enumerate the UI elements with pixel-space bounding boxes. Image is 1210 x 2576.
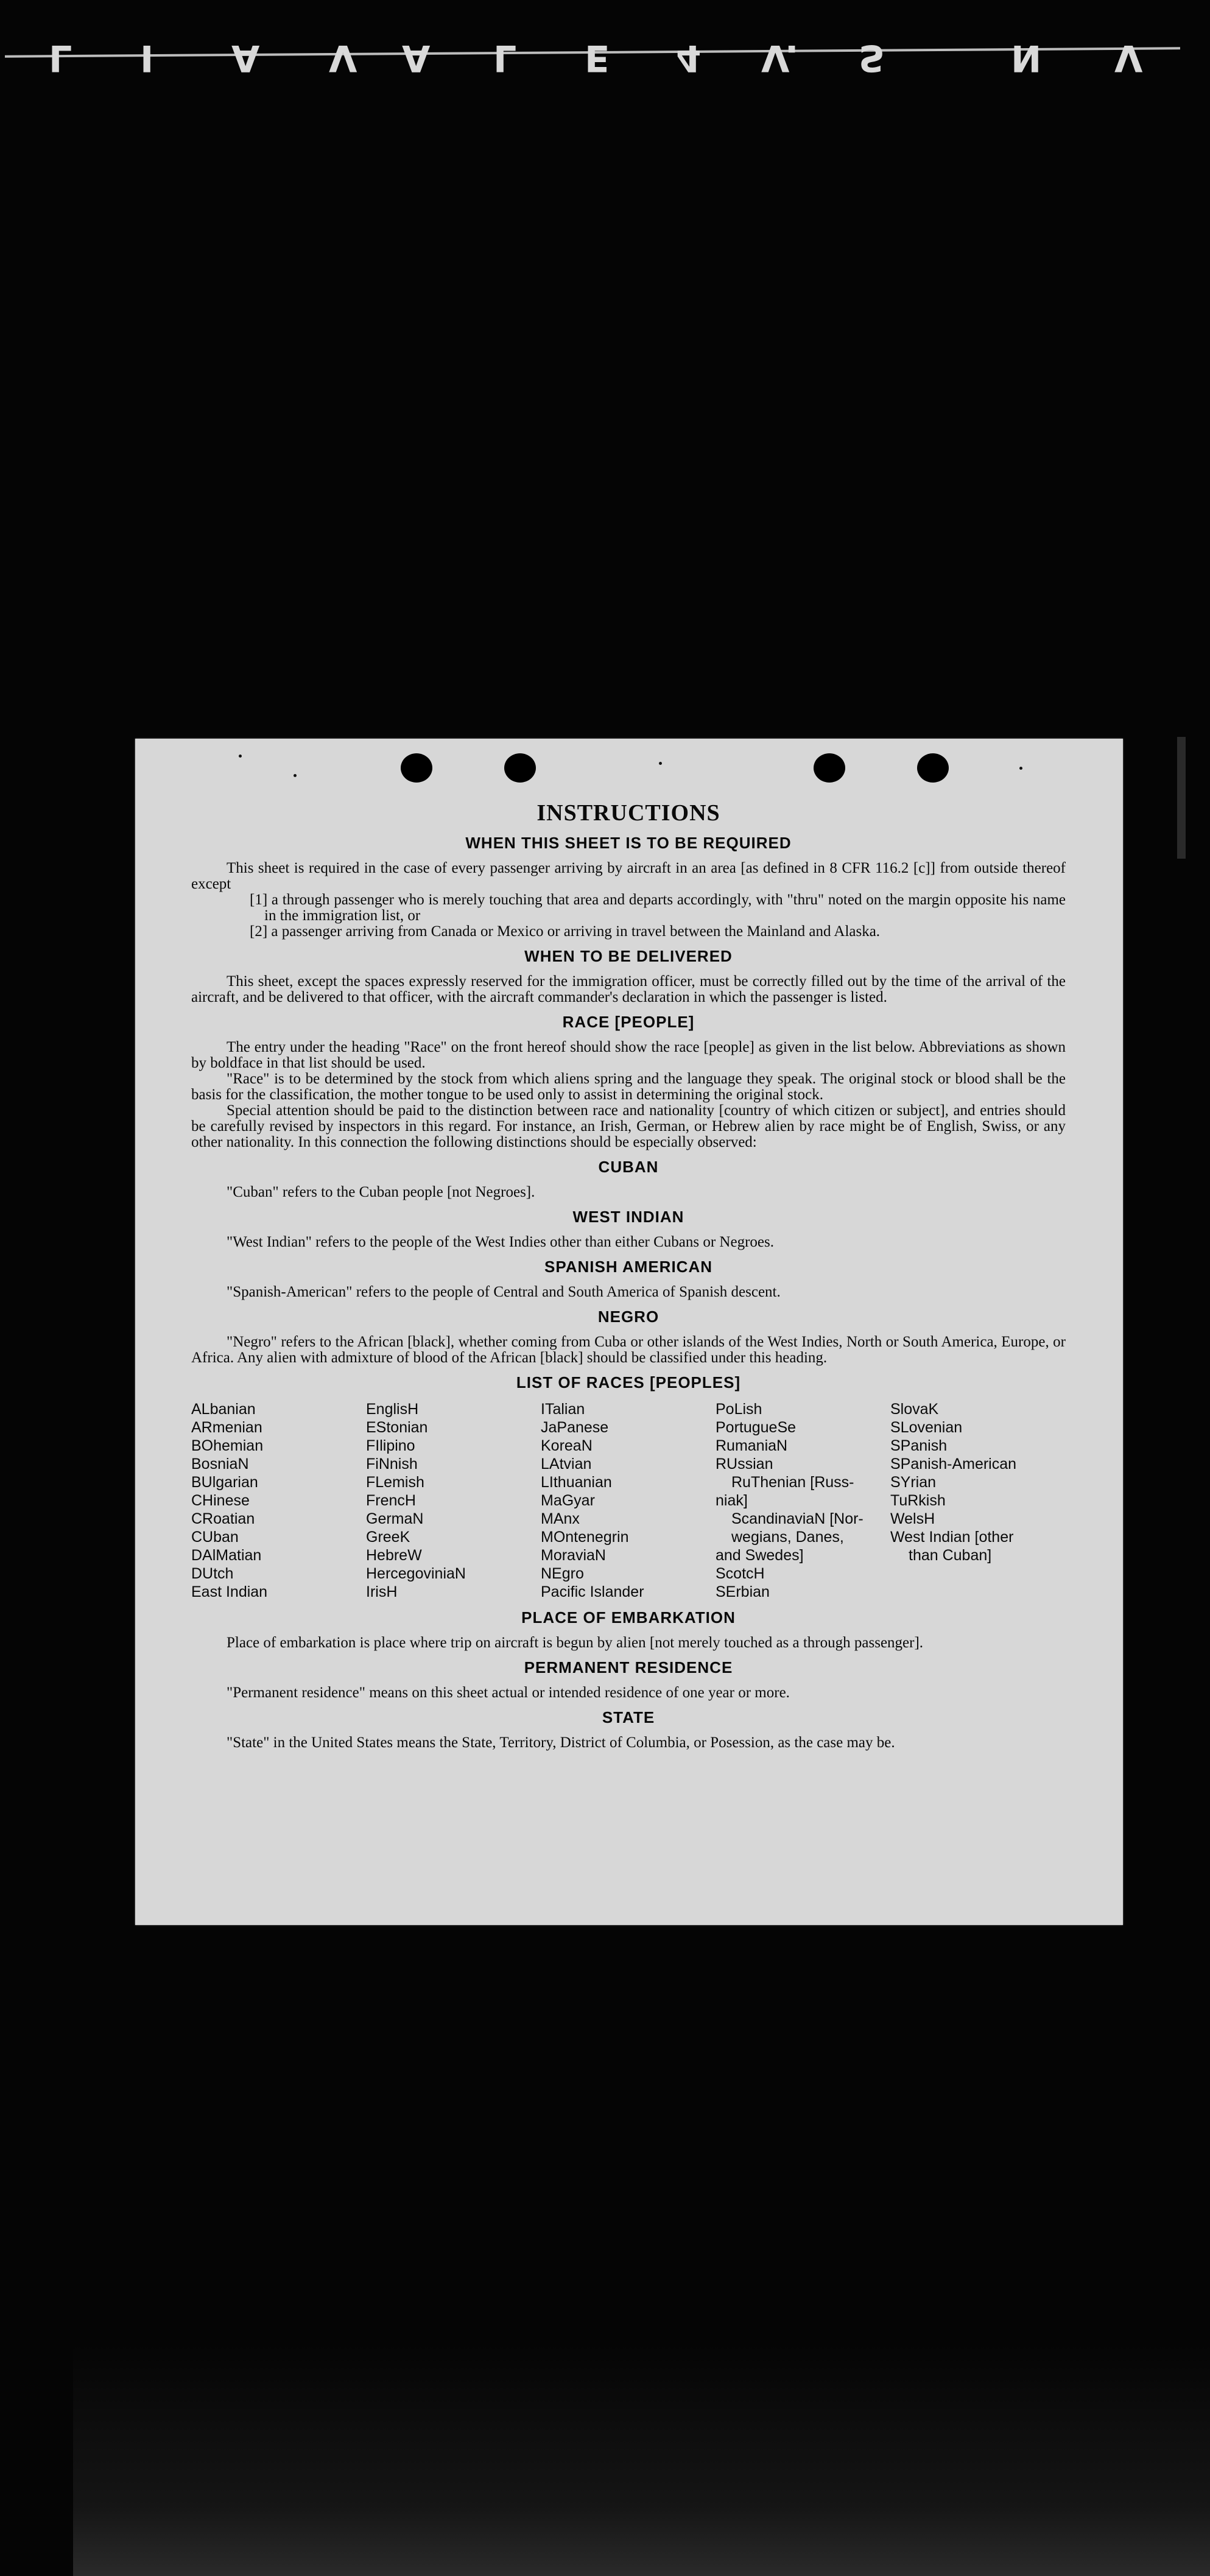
races-column [541,1400,716,1601]
race-entry: TuRkish [890,1492,946,1509]
paragraph: "Permanent residence" means on this sheet actual or intended residence of one year or more. [227,1684,790,1701]
speck [239,755,242,758]
punch-hole [917,753,949,783]
paragraph: "Race" is to be determined by the stock from which aliens spring and the language they speak. The original stock or blood shall be the basis for the classification, the mother tongue to be used only to assist in determining the original stock. [191,1071,1066,1103]
section-heading: NEGRO [597,1307,660,1326]
race-entry: WelsH [890,1510,935,1527]
race-entry: GreeK [366,1529,410,1546]
film-mark: V [1114,37,1143,79]
clause: [1] a through passenger who is merely touching that area and departs accordingly, with "thru" noted on the margin opposite his name in the immigration list, or [250,892,1066,924]
race-entry: MoraviaN [541,1547,606,1564]
race-entry: ARmenian [191,1419,262,1436]
race-entry: CRoatian [191,1510,255,1527]
race-entry: JaPanese [541,1419,609,1436]
punch-hole [814,753,845,783]
film-mark: I [140,37,154,79]
paragraph: "West Indian" refers to the people of the West Indies other than either Cubans or Negroes. [227,1234,774,1250]
race-entry: Pacific Islander [541,1583,644,1600]
race-entry: RumaniaN [716,1437,788,1454]
race-entry: SPanish [890,1437,948,1454]
race-entry: EStonian [366,1419,428,1436]
film-mark: L [49,37,72,79]
race-entry: FiNnish [366,1455,418,1473]
races-heading: LIST OF RACES [PEOPLES] [516,1373,741,1392]
punch-hole [504,753,536,783]
race-entry: BosniaN [191,1455,249,1473]
race-entry: FrencH [366,1492,416,1509]
paragraph: "Cuban" refers to the Cuban people [not Negroes]. [227,1184,535,1200]
film-mark: V. [761,37,799,79]
instructions-text [191,800,1066,1751]
section-heading: WHEN THIS SHEET IS TO BE REQUIRED [465,834,792,852]
section-heading: STATE [602,1708,655,1726]
race-entry: NEgro [541,1565,584,1582]
film-mark: L [493,37,517,79]
race-entry: HebreW [366,1547,422,1564]
race-entry: SlovaK [890,1401,939,1418]
race-entry: niak] [716,1492,748,1509]
section-heading: CUBAN [598,1158,659,1176]
paragraph: Special attention should be paid to the distinction between race and nationality [country of which citizen or subject], and entries should be carefully revised by inspectors in this regard. For instance, an Irish, German, or Hebrew alien by race might be of English, Swiss, or any other nationality. In this connection the following distinctions should be especially observed: [191,1102,1066,1150]
paragraph: The entry under the heading "Race" on the front hereof should show the race [people] as given in the list below. Abbreviations as shown by boldface in that list should be used. [191,1039,1066,1071]
race-entry: East Indian [191,1583,268,1600]
clause: [2] a passenger arriving from Canada or Mexico or arriving in travel between the Mainland and Alaska. [250,923,881,940]
race-entry: BOhemian [191,1437,264,1454]
race-entry: SPanish-American [890,1455,1017,1473]
race-entry: ScandinaviaN [Nor- [731,1510,864,1527]
race-entry: RUssian [716,1455,773,1473]
race-entry: DUtch [191,1565,234,1582]
race-entry: SYrian [890,1474,937,1491]
speck [294,774,297,777]
race-entry: MOntenegrin [541,1529,629,1546]
film-bottom-shading [73,2345,1210,2576]
section-heading: SPANISH AMERICAN [544,1258,712,1276]
race-entry: and Swedes] [716,1547,804,1564]
film-mark: A [402,37,431,79]
race-entry: SLovenian [890,1419,963,1436]
race-entry: MAnx [541,1510,580,1527]
speck [1019,767,1022,770]
race-entry: RuThenian [Russ- [731,1474,854,1491]
races-list [191,1400,1066,1601]
race-entry: PortugueSe [716,1419,797,1436]
race-entry: ALbanian [191,1401,256,1418]
race-entry: DAlMatian [191,1547,262,1564]
section-heading: WHEN TO BE DELIVERED [524,947,733,965]
film-mark: N [1011,37,1042,79]
race-entry: GermaN [366,1510,424,1527]
race-entry: ScotcH [716,1565,765,1582]
film-mark: A [231,37,260,79]
race-entry: than Cuban] [909,1547,992,1564]
paragraph: "Negro" refers to the African [black], whether coming from Cuba or other islands of the West Indies, North or South America, Europe, or Africa. Any alien with admixture of blood of the African [black] should be classified under this heading. [191,1334,1066,1366]
film-mark: S [859,37,885,79]
race-entry: BUlgarian [191,1474,258,1491]
film-mark: V [329,37,357,79]
film-header-marks [37,37,1194,110]
instruction-sheet [135,739,1123,1925]
race-entry: CHinese [191,1492,250,1509]
races-column [366,1400,541,1601]
paragraph: Place of embarkation is place where trip on aircraft is begun by alien [not merely touched as a through passenger]. [227,1635,924,1651]
race-entry: wegians, Danes, [731,1529,844,1546]
speck [659,762,662,765]
race-entry: KoreaN [541,1437,593,1454]
races-column [716,1400,890,1601]
race-entry: West Indian [other [890,1529,1014,1546]
punch-hole [401,753,432,783]
race-entry: LAtvian [541,1455,592,1473]
race-entry: IrisH [366,1583,398,1600]
race-entry: EnglisH [366,1401,419,1418]
races-column [890,1400,1066,1601]
race-entry: LIthuanian [541,1474,612,1491]
race-entry: FIlipino [366,1437,415,1454]
race-entry: MaGyar [541,1492,595,1509]
race-entry: PoLish [716,1401,762,1418]
section-heading: PERMANENT RESIDENCE [524,1658,733,1677]
race-entry: HercegoviniaN [366,1565,466,1582]
paragraph: "Spanish-American" refers to the people of Central and South America of Spanish descent. [227,1284,781,1300]
race-entry: ITalian [541,1401,585,1418]
section-heading: PLACE OF EMBARKATION [521,1608,736,1627]
race-entry: FLemish [366,1474,424,1491]
paragraph: "State" in the United States means the State, Territory, District of Columbia, or Posession, as the case may be. [227,1734,895,1751]
film-mark: 4 [676,37,702,79]
film-mark: E [585,37,610,79]
document-title: INSTRUCTIONS [536,800,720,826]
race-entry: SErbian [716,1583,770,1600]
races-column [191,1400,366,1601]
paragraph: This sheet is required in the case of every passenger arriving by aircraft in an area [as defined in 8 CFR 116.2 [c]] from outside thereof except [191,860,1066,892]
film-edge-mark [1177,737,1186,859]
paragraph: This sheet, except the spaces expressly reserved for the immigration officer, must be correctly filled out by the time of the arrival of the aircraft, and be delivered to that officer, with the aircraft commander's declaration in which the passenger is listed. [191,973,1066,1005]
section-heading: WEST INDIAN [572,1208,684,1226]
section-heading: RACE [PEOPLE] [562,1013,695,1031]
race-entry: CUban [191,1529,239,1546]
